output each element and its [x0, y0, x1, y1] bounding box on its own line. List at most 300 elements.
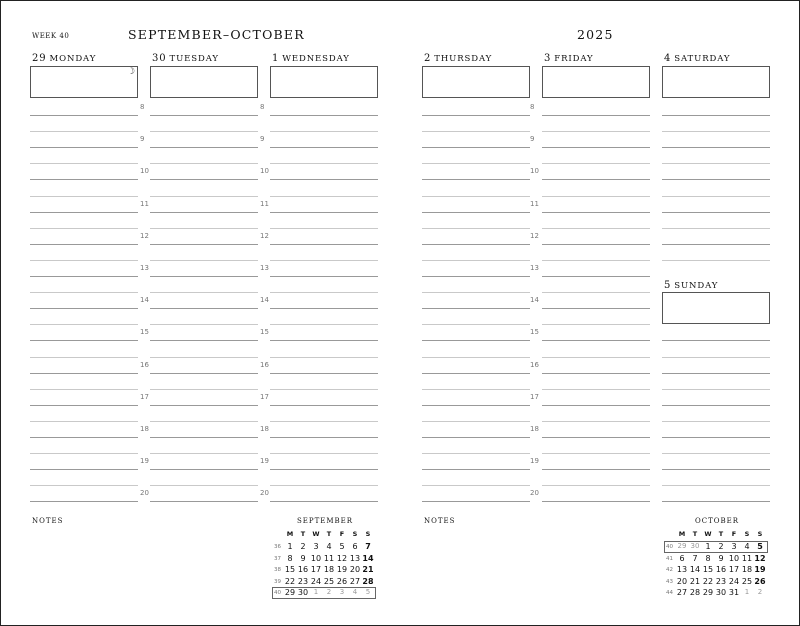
day-box-sunday[interactable]: [662, 292, 770, 324]
ruled-line[interactable]: [422, 260, 530, 261]
calendar-day: 26: [754, 576, 766, 586]
calendar-day: 29: [677, 542, 687, 550]
calendar-day: 1: [705, 542, 711, 551]
ruled-line[interactable]: [30, 308, 138, 309]
hour-label: 11: [530, 200, 539, 208]
ruled-line[interactable]: [662, 340, 770, 341]
ruled-line[interactable]: [542, 389, 650, 390]
week-number: 39: [274, 578, 281, 585]
ruled-line[interactable]: [150, 292, 258, 293]
ruled-line[interactable]: [542, 196, 650, 197]
mini-calendar-title-september: SEPTEMBER: [296, 517, 354, 525]
ruled-line[interactable]: [662, 228, 770, 229]
current-week-highlight: [664, 541, 768, 553]
hour-label: 18: [530, 425, 539, 433]
calendar-day: 11: [741, 553, 753, 563]
day-heading-wednesday: [272, 53, 350, 64]
calendar-day: 13: [676, 565, 688, 574]
calendar-day: 21: [689, 576, 701, 586]
ruled-line[interactable]: [30, 405, 138, 406]
calendar-day: 3: [313, 542, 319, 551]
ruled-line[interactable]: [150, 324, 258, 325]
ruled-line[interactable]: [150, 453, 258, 454]
ruled-line[interactable]: [30, 421, 138, 422]
ruled-line[interactable]: [422, 453, 530, 454]
day-box-tuesday[interactable]: [150, 66, 258, 98]
calendar-day: 15: [284, 565, 296, 574]
calendar-day: 30: [715, 588, 727, 597]
ruled-line[interactable]: [150, 212, 258, 213]
week-number: 36: [274, 544, 281, 550]
ruled-line[interactable]: [150, 147, 258, 148]
calendar-day: 10: [310, 553, 322, 563]
calendar-day: 4: [744, 542, 750, 551]
week-number: 43: [666, 578, 673, 585]
calendar-day: 2: [718, 542, 724, 551]
ruled-line[interactable]: [30, 389, 138, 390]
calendar-day: 25: [323, 576, 335, 586]
calendar-day: 17: [728, 565, 740, 574]
day-name: FRIDAY: [554, 54, 594, 64]
calendar-day: 27: [676, 588, 688, 597]
ruled-line[interactable]: [422, 340, 530, 341]
ruled-line[interactable]: [662, 405, 770, 406]
calendar-day: 12: [754, 553, 766, 563]
day-heading-sunday: [664, 280, 718, 291]
ruled-line[interactable]: [30, 228, 138, 229]
ruled-line[interactable]: [150, 501, 258, 502]
ruled-line[interactable]: [30, 244, 138, 245]
ruled-line[interactable]: [542, 469, 650, 470]
ruled-line[interactable]: [542, 228, 650, 229]
week-number: 38: [274, 567, 281, 573]
hour-label: 15: [140, 328, 149, 336]
moon-phase-icon: ☽: [127, 67, 136, 77]
ruled-line[interactable]: [422, 485, 530, 486]
hour-label: 17: [140, 393, 149, 401]
ruled-line[interactable]: [150, 308, 258, 309]
ruled-line[interactable]: [542, 308, 650, 309]
ruled-line[interactable]: [150, 373, 258, 374]
hour-label: 16: [530, 361, 539, 369]
ruled-line[interactable]: [542, 147, 650, 148]
ruled-line[interactable]: [30, 324, 138, 325]
ruled-line[interactable]: [422, 469, 530, 470]
calendar-day: 1: [744, 588, 750, 596]
ruled-line[interactable]: [30, 115, 138, 116]
weekday-header: W: [704, 530, 712, 538]
ruled-line[interactable]: [662, 453, 770, 454]
ruled-line[interactable]: [150, 421, 258, 422]
ruled-line[interactable]: [422, 405, 530, 406]
day-box-thursday[interactable]: [422, 66, 530, 98]
day-box-monday[interactable]: [30, 66, 138, 98]
ruled-line[interactable]: [270, 469, 378, 470]
notes-label-left: NOTES: [32, 517, 64, 525]
ruled-line[interactable]: [662, 469, 770, 470]
current-week-highlight: [272, 587, 376, 599]
hour-label: 8: [260, 103, 265, 111]
ruled-line[interactable]: [270, 292, 378, 293]
ruled-line[interactable]: [422, 276, 530, 277]
ruled-line[interactable]: [30, 357, 138, 358]
hour-label: 18: [260, 425, 269, 433]
calendar-day: 16: [297, 565, 309, 574]
week-number: 37: [274, 555, 281, 562]
hour-label: 10: [530, 167, 539, 175]
calendar-day: 25: [741, 576, 753, 586]
weekday-header: T: [326, 530, 332, 538]
ruled-line[interactable]: [422, 196, 530, 197]
weekday-header: T: [300, 530, 306, 538]
hour-label: 19: [260, 457, 269, 465]
ruled-line[interactable]: [422, 131, 530, 132]
calendar-day: 31: [728, 588, 740, 597]
ruled-line[interactable]: [542, 163, 650, 164]
ruled-line[interactable]: [542, 453, 650, 454]
calendar-day: 18: [741, 565, 753, 574]
ruled-line[interactable]: [422, 308, 530, 309]
ruled-line[interactable]: [662, 196, 770, 197]
calendar-day: 5: [757, 542, 763, 551]
ruled-line[interactable]: [30, 196, 138, 197]
ruled-line[interactable]: [542, 276, 650, 277]
ruled-line[interactable]: [662, 373, 770, 374]
hour-label: 19: [530, 457, 539, 465]
ruled-line[interactable]: [270, 389, 378, 390]
ruled-line[interactable]: [662, 115, 770, 116]
ruled-line[interactable]: [270, 260, 378, 261]
ruled-line[interactable]: [150, 179, 258, 180]
ruled-line[interactable]: [270, 179, 378, 180]
ruled-line[interactable]: [542, 115, 650, 116]
calendar-day: 6: [679, 553, 685, 563]
ruled-line[interactable]: [542, 179, 650, 180]
ruled-line[interactable]: [662, 212, 770, 213]
ruled-line[interactable]: [270, 308, 378, 309]
ruled-line[interactable]: [542, 485, 650, 486]
day-box-saturday[interactable]: [662, 66, 770, 98]
ruled-line[interactable]: [150, 357, 258, 358]
calendar-day: 3: [731, 542, 737, 551]
calendar-day: 29: [284, 588, 296, 597]
ruled-line[interactable]: [422, 147, 530, 148]
ruled-line[interactable]: [542, 405, 650, 406]
week-number: 42: [666, 567, 673, 573]
ruled-line[interactable]: [270, 163, 378, 164]
ruled-line[interactable]: [542, 501, 650, 502]
hour-label: 15: [530, 328, 539, 336]
calendar-day: 30: [297, 588, 309, 597]
ruled-line[interactable]: [150, 163, 258, 164]
day-name: SATURDAY: [674, 54, 731, 64]
calendar-day: 4: [326, 542, 332, 551]
day-number: 2: [424, 53, 432, 64]
day-number: 5: [664, 280, 672, 291]
ruled-line[interactable]: [542, 437, 650, 438]
calendar-day: 22: [702, 576, 714, 586]
day-number: 3: [544, 53, 552, 64]
calendar-day: 30: [690, 542, 700, 550]
ruled-line[interactable]: [662, 421, 770, 422]
calendar-day: 2: [757, 588, 763, 596]
ruled-line[interactable]: [662, 357, 770, 358]
day-name: SUNDAY: [674, 281, 719, 291]
ruled-line[interactable]: [150, 115, 258, 116]
hour-label: 14: [530, 296, 539, 304]
calendar-day: 24: [728, 576, 740, 586]
month-title: SEPTEMBER–OCTOBER: [128, 27, 305, 42]
calendar-day: 7: [365, 542, 371, 551]
ruled-line[interactable]: [150, 389, 258, 390]
ruled-line[interactable]: [30, 485, 138, 486]
ruled-line[interactable]: [150, 260, 258, 261]
ruled-line[interactable]: [542, 292, 650, 293]
ruled-line[interactable]: [30, 373, 138, 374]
ruled-line[interactable]: [270, 147, 378, 148]
day-box-wednesday[interactable]: [270, 66, 378, 98]
ruled-line[interactable]: [542, 131, 650, 132]
hour-label: 11: [140, 200, 149, 208]
ruled-line[interactable]: [30, 453, 138, 454]
hour-label: 20: [260, 489, 269, 497]
hour-label: 17: [260, 393, 269, 401]
weekday-header: W: [312, 530, 320, 538]
ruled-line[interactable]: [150, 485, 258, 486]
ruled-line[interactable]: [270, 212, 378, 213]
calendar-day: 6: [352, 542, 358, 551]
weekday-header: S: [352, 530, 358, 538]
ruled-line[interactable]: [662, 163, 770, 164]
ruled-line[interactable]: [270, 131, 378, 132]
calendar-day: 15: [702, 565, 714, 574]
calendar-day: 22: [284, 576, 296, 586]
calendar-day: 2: [300, 542, 306, 551]
ruled-line[interactable]: [662, 131, 770, 132]
ruled-line[interactable]: [662, 147, 770, 148]
calendar-day: 7: [692, 553, 698, 563]
weekday-header: S: [365, 530, 371, 538]
day-box-friday[interactable]: [542, 66, 650, 98]
ruled-line[interactable]: [662, 244, 770, 245]
calendar-day: 19: [754, 565, 766, 574]
day-heading-saturday: [664, 53, 730, 64]
ruled-line[interactable]: [30, 212, 138, 213]
ruled-line[interactable]: [270, 196, 378, 197]
week-number: 40: [274, 590, 281, 596]
calendar-day: 5: [365, 588, 371, 596]
hour-label: 9: [260, 135, 265, 143]
hour-label: 9: [530, 135, 535, 143]
ruled-line[interactable]: [270, 405, 378, 406]
ruled-line[interactable]: [150, 228, 258, 229]
ruled-line[interactable]: [30, 469, 138, 470]
ruled-line[interactable]: [422, 115, 530, 116]
hour-label: 13: [260, 264, 269, 272]
day-heading-friday: [544, 53, 594, 64]
mini-calendar-title-october: OCTOBER: [694, 517, 740, 525]
ruled-line[interactable]: [270, 437, 378, 438]
ruled-line[interactable]: [150, 276, 258, 277]
calendar-day: 23: [297, 576, 309, 586]
ruled-line[interactable]: [270, 453, 378, 454]
ruled-line[interactable]: [542, 340, 650, 341]
calendar-day: 23: [715, 576, 727, 586]
ruled-line[interactable]: [270, 228, 378, 229]
ruled-line[interactable]: [422, 212, 530, 213]
ruled-line[interactable]: [270, 340, 378, 341]
hour-label: 8: [140, 103, 145, 111]
day-number: 29: [32, 53, 47, 64]
hour-label: 19: [140, 457, 149, 465]
ruled-line[interactable]: [30, 131, 138, 132]
day-name: THURSDAY: [434, 54, 493, 64]
hour-label: 20: [140, 489, 149, 497]
ruled-line[interactable]: [422, 357, 530, 358]
calendar-day: 16: [715, 565, 727, 574]
ruled-line[interactable]: [662, 179, 770, 180]
calendar-day: 29: [702, 588, 714, 597]
day-number: 4: [664, 53, 672, 64]
ruled-line[interactable]: [422, 389, 530, 390]
ruled-line[interactable]: [270, 115, 378, 116]
ruled-line[interactable]: [270, 244, 378, 245]
hour-label: 15: [260, 328, 269, 336]
ruled-line[interactable]: [270, 276, 378, 277]
hour-label: 14: [140, 296, 149, 304]
ruled-line[interactable]: [422, 324, 530, 325]
ruled-line[interactable]: [422, 163, 530, 164]
ruled-line[interactable]: [150, 244, 258, 245]
ruled-line[interactable]: [422, 244, 530, 245]
ruled-line[interactable]: [542, 421, 650, 422]
day-name: TUESDAY: [169, 54, 219, 64]
calendar-day: 14: [362, 553, 374, 563]
calendar-day: 17: [310, 565, 322, 574]
calendar-day: 8: [705, 553, 711, 563]
day-heading-monday: [32, 53, 96, 64]
ruled-line[interactable]: [30, 292, 138, 293]
ruled-line[interactable]: [150, 405, 258, 406]
ruled-line[interactable]: [422, 292, 530, 293]
hour-label: 12: [140, 232, 149, 240]
calendar-day: 10: [728, 553, 740, 563]
ruled-line[interactable]: [30, 179, 138, 180]
calendar-day: 18: [323, 565, 335, 574]
hour-label: 17: [530, 393, 539, 401]
ruled-line[interactable]: [422, 437, 530, 438]
weekday-header: T: [718, 530, 724, 538]
ruled-line[interactable]: [542, 244, 650, 245]
ruled-line[interactable]: [422, 373, 530, 374]
hour-label: 8: [530, 103, 535, 111]
week-label: WEEK 40: [32, 32, 70, 40]
ruled-line[interactable]: [422, 501, 530, 502]
ruled-line[interactable]: [542, 260, 650, 261]
weekday-header: M: [286, 530, 294, 538]
ruled-line[interactable]: [422, 421, 530, 422]
calendar-day: 28: [689, 588, 701, 597]
ruled-line[interactable]: [270, 485, 378, 486]
calendar-day: 14: [689, 565, 701, 574]
ruled-line[interactable]: [662, 437, 770, 438]
ruled-line[interactable]: [422, 228, 530, 229]
ruled-line[interactable]: [150, 437, 258, 438]
hour-label: 10: [260, 167, 269, 175]
ruled-line[interactable]: [422, 179, 530, 180]
ruled-line[interactable]: [30, 340, 138, 341]
hour-label: 16: [140, 361, 149, 369]
ruled-line[interactable]: [270, 373, 378, 374]
ruled-line[interactable]: [270, 421, 378, 422]
calendar-day: 4: [352, 588, 358, 596]
hour-label: 13: [140, 264, 149, 272]
calendar-day: 27: [349, 576, 361, 586]
ruled-line[interactable]: [662, 485, 770, 486]
ruled-line[interactable]: [30, 501, 138, 502]
ruled-line[interactable]: [150, 131, 258, 132]
weekday-header: T: [692, 530, 698, 538]
hour-label: 16: [260, 361, 269, 369]
ruled-line[interactable]: [150, 469, 258, 470]
ruled-line[interactable]: [270, 324, 378, 325]
hour-label: 9: [140, 135, 145, 143]
calendar-day: 13: [349, 553, 361, 563]
ruled-line[interactable]: [662, 260, 770, 261]
ruled-line[interactable]: [270, 357, 378, 358]
mini-calendar-october: [664, 530, 772, 604]
ruled-line[interactable]: [30, 276, 138, 277]
week-number: 44: [666, 590, 673, 596]
hour-label: 12: [260, 232, 269, 240]
ruled-line[interactable]: [30, 437, 138, 438]
ruled-line[interactable]: [662, 389, 770, 390]
hour-label: 12: [530, 232, 539, 240]
ruled-line[interactable]: [542, 212, 650, 213]
ruled-line[interactable]: [30, 147, 138, 148]
calendar-day: 2: [326, 588, 332, 596]
calendar-day: 9: [300, 553, 306, 563]
ruled-line[interactable]: [30, 163, 138, 164]
calendar-day: 1: [313, 588, 319, 596]
calendar-day: 20: [349, 565, 361, 574]
ruled-line[interactable]: [542, 324, 650, 325]
day-heading-tuesday: [152, 53, 219, 64]
mini-calendar-september: [272, 530, 380, 604]
hour-label: 13: [530, 264, 539, 272]
calendar-day: 19: [336, 565, 348, 574]
ruled-line[interactable]: [150, 340, 258, 341]
calendar-day: 24: [310, 576, 322, 586]
week-number: 41: [666, 555, 673, 562]
year-label: 2025: [577, 27, 614, 42]
calendar-day: 3: [339, 588, 345, 596]
calendar-day: 20: [676, 576, 688, 586]
day-number: 1: [272, 53, 280, 64]
calendar-day: 21: [362, 565, 374, 574]
calendar-day: 5: [339, 542, 345, 551]
ruled-line[interactable]: [30, 260, 138, 261]
ruled-line[interactable]: [542, 373, 650, 374]
calendar-day: 28: [362, 576, 374, 586]
ruled-line[interactable]: [150, 196, 258, 197]
ruled-line[interactable]: [270, 501, 378, 502]
ruled-line[interactable]: [662, 501, 770, 502]
calendar-day: 8: [287, 553, 293, 563]
day-name: WEDNESDAY: [282, 54, 350, 64]
ruled-line[interactable]: [542, 357, 650, 358]
hour-label: 10: [140, 167, 149, 175]
